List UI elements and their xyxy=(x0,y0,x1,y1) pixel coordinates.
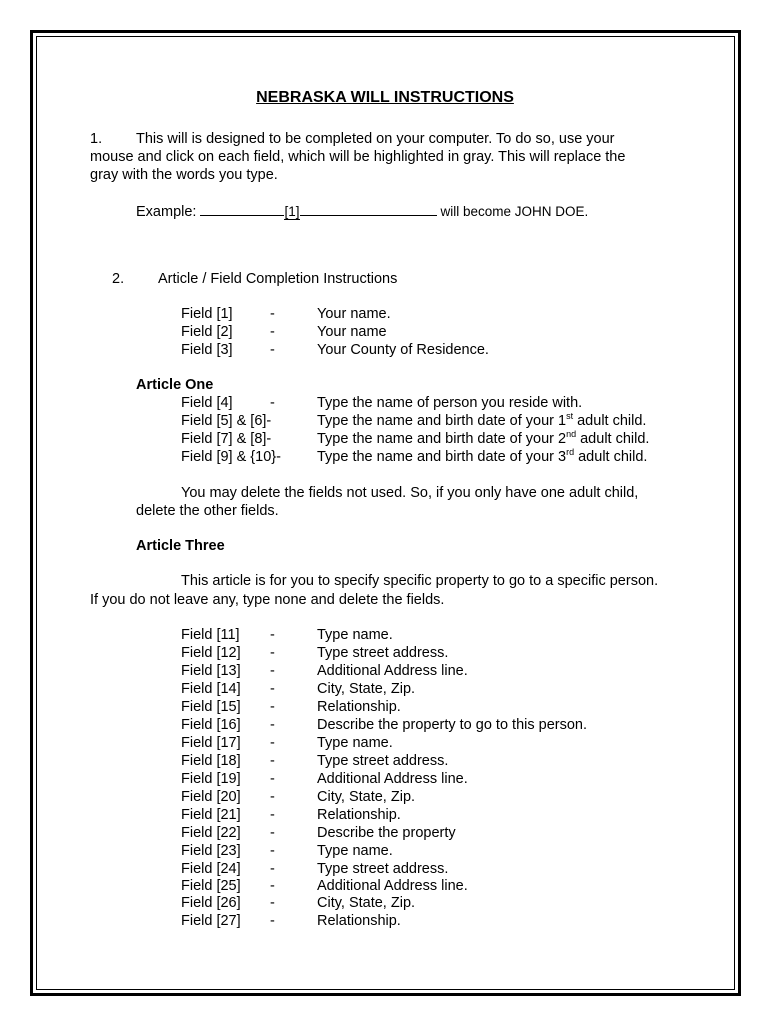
field-dash: - xyxy=(270,699,275,715)
field-dash: - xyxy=(270,825,275,841)
field-label: Field [5] & [6]- xyxy=(181,413,272,429)
field-description: Type the name and birth date of your 1st adult child. xyxy=(317,411,647,429)
field-label: Field [15] xyxy=(181,699,241,715)
field-label: Field [23] xyxy=(181,843,241,859)
section2-number: 2. xyxy=(112,271,125,287)
field-description: City, State, Zip. xyxy=(317,895,416,911)
field-description: Type name. xyxy=(317,735,393,751)
article-three-note-line2: If you do not leave any, type none and delete the fields. xyxy=(90,592,445,608)
field-dash: - xyxy=(270,395,275,411)
field-dash: - xyxy=(270,681,275,697)
article-one-heading: Article One xyxy=(136,377,214,393)
field-label: Field [24] xyxy=(181,861,241,877)
field-label: Field [3] xyxy=(181,342,233,358)
example-label: Example: xyxy=(136,204,197,220)
article-three-heading: Article Three xyxy=(136,538,225,554)
field-label: Field [21] xyxy=(181,807,241,823)
section2-heading: Article / Field Completion Instructions xyxy=(158,271,398,287)
field-label: Field [1] xyxy=(181,306,233,322)
field-dash: - xyxy=(270,306,275,322)
field-description: Type the name and birth date of your 3rd adult child. xyxy=(317,447,648,465)
field-description: Additional Address line. xyxy=(317,771,468,787)
field-dash: - xyxy=(270,324,275,340)
field-description: City, State, Zip. xyxy=(317,789,416,805)
field-description: Type name. xyxy=(317,627,393,643)
field-label: Field [13] xyxy=(181,663,241,679)
article-one-note-line1: You may delete the fields not used. So, if you only have one adult child, xyxy=(181,485,639,501)
field-description: Relationship. xyxy=(317,699,401,715)
field-label: Field [9] & {10}- xyxy=(181,449,281,465)
field-dash: - xyxy=(270,627,275,643)
example-field: [1] xyxy=(284,204,300,219)
field-dash: - xyxy=(270,342,275,358)
field-label: Field [4] xyxy=(181,395,233,411)
field-label: Field [22] xyxy=(181,825,241,841)
field-dash: - xyxy=(270,663,275,679)
field-dash: - xyxy=(270,878,275,894)
field-description: Type the name and birth date of your 2nd adult child. xyxy=(317,429,650,447)
field-label: Field [18] xyxy=(181,753,241,769)
field-description: Your County of Residence. xyxy=(317,342,489,358)
field-label: Field [7] & [8]- xyxy=(181,431,272,447)
field-dash: - xyxy=(270,771,275,787)
field-dash: - xyxy=(270,789,275,805)
field-label: Field [2] xyxy=(181,324,233,340)
field-dash: - xyxy=(270,717,275,733)
article-one-note-line2: delete the other fields. xyxy=(136,503,279,519)
example-row xyxy=(136,202,588,221)
field-description: Describe the property to go to this person. xyxy=(317,717,588,733)
field-label: Field [25] xyxy=(181,878,241,894)
field-dash: - xyxy=(270,913,275,929)
field-label: Field [19] xyxy=(181,771,241,787)
field-description: Type street address. xyxy=(317,753,449,769)
field-label: Field [12] xyxy=(181,645,241,661)
example-blank-before xyxy=(200,202,284,216)
field-description: Your name. xyxy=(317,306,391,322)
field-label: Field [26] xyxy=(181,895,241,911)
field-description: Your name xyxy=(317,324,387,340)
example-blank-after xyxy=(300,202,437,216)
field-label: Field [20] xyxy=(181,789,241,805)
article-three-note-line1: This article is for you to specify specific property to go to a specific person. xyxy=(181,573,659,589)
section1-line1: This will is designed to be completed on your computer. To do so, use your xyxy=(136,131,615,147)
field-dash: - xyxy=(270,843,275,859)
field-description: Additional Address line. xyxy=(317,878,468,894)
field-dash: - xyxy=(270,807,275,823)
field-description: City, State, Zip. xyxy=(317,681,416,697)
field-description: Type the name of person you reside with. xyxy=(317,395,583,411)
field-dash: - xyxy=(270,753,275,769)
field-dash: - xyxy=(270,645,275,661)
field-dash: - xyxy=(270,861,275,877)
field-label: Field [27] xyxy=(181,913,241,929)
field-dash: - xyxy=(270,895,275,911)
example-result: will become JOHN DOE. xyxy=(440,204,589,219)
field-label: Field [14] xyxy=(181,681,241,697)
field-description: Type street address. xyxy=(317,861,449,877)
field-label: Field [17] xyxy=(181,735,241,751)
field-dash: - xyxy=(270,735,275,751)
field-description: Type street address. xyxy=(317,645,449,661)
document-title: NEBRASKA WILL INSTRUCTIONS xyxy=(256,89,514,106)
field-label: Field [16] xyxy=(181,717,241,733)
field-label: Field [11] xyxy=(181,627,240,643)
field-description: Relationship. xyxy=(317,807,401,823)
field-description: Type name. xyxy=(317,843,393,859)
field-description: Relationship. xyxy=(317,913,401,929)
section1-line2: mouse and click on each field, which will be highlighted in gray. This will replace the xyxy=(90,149,626,165)
section1-line3: gray with the words you type. xyxy=(90,167,278,183)
section1-number: 1. xyxy=(90,131,103,147)
field-description: Describe the property xyxy=(317,825,456,841)
field-description: Additional Address line. xyxy=(317,663,468,679)
